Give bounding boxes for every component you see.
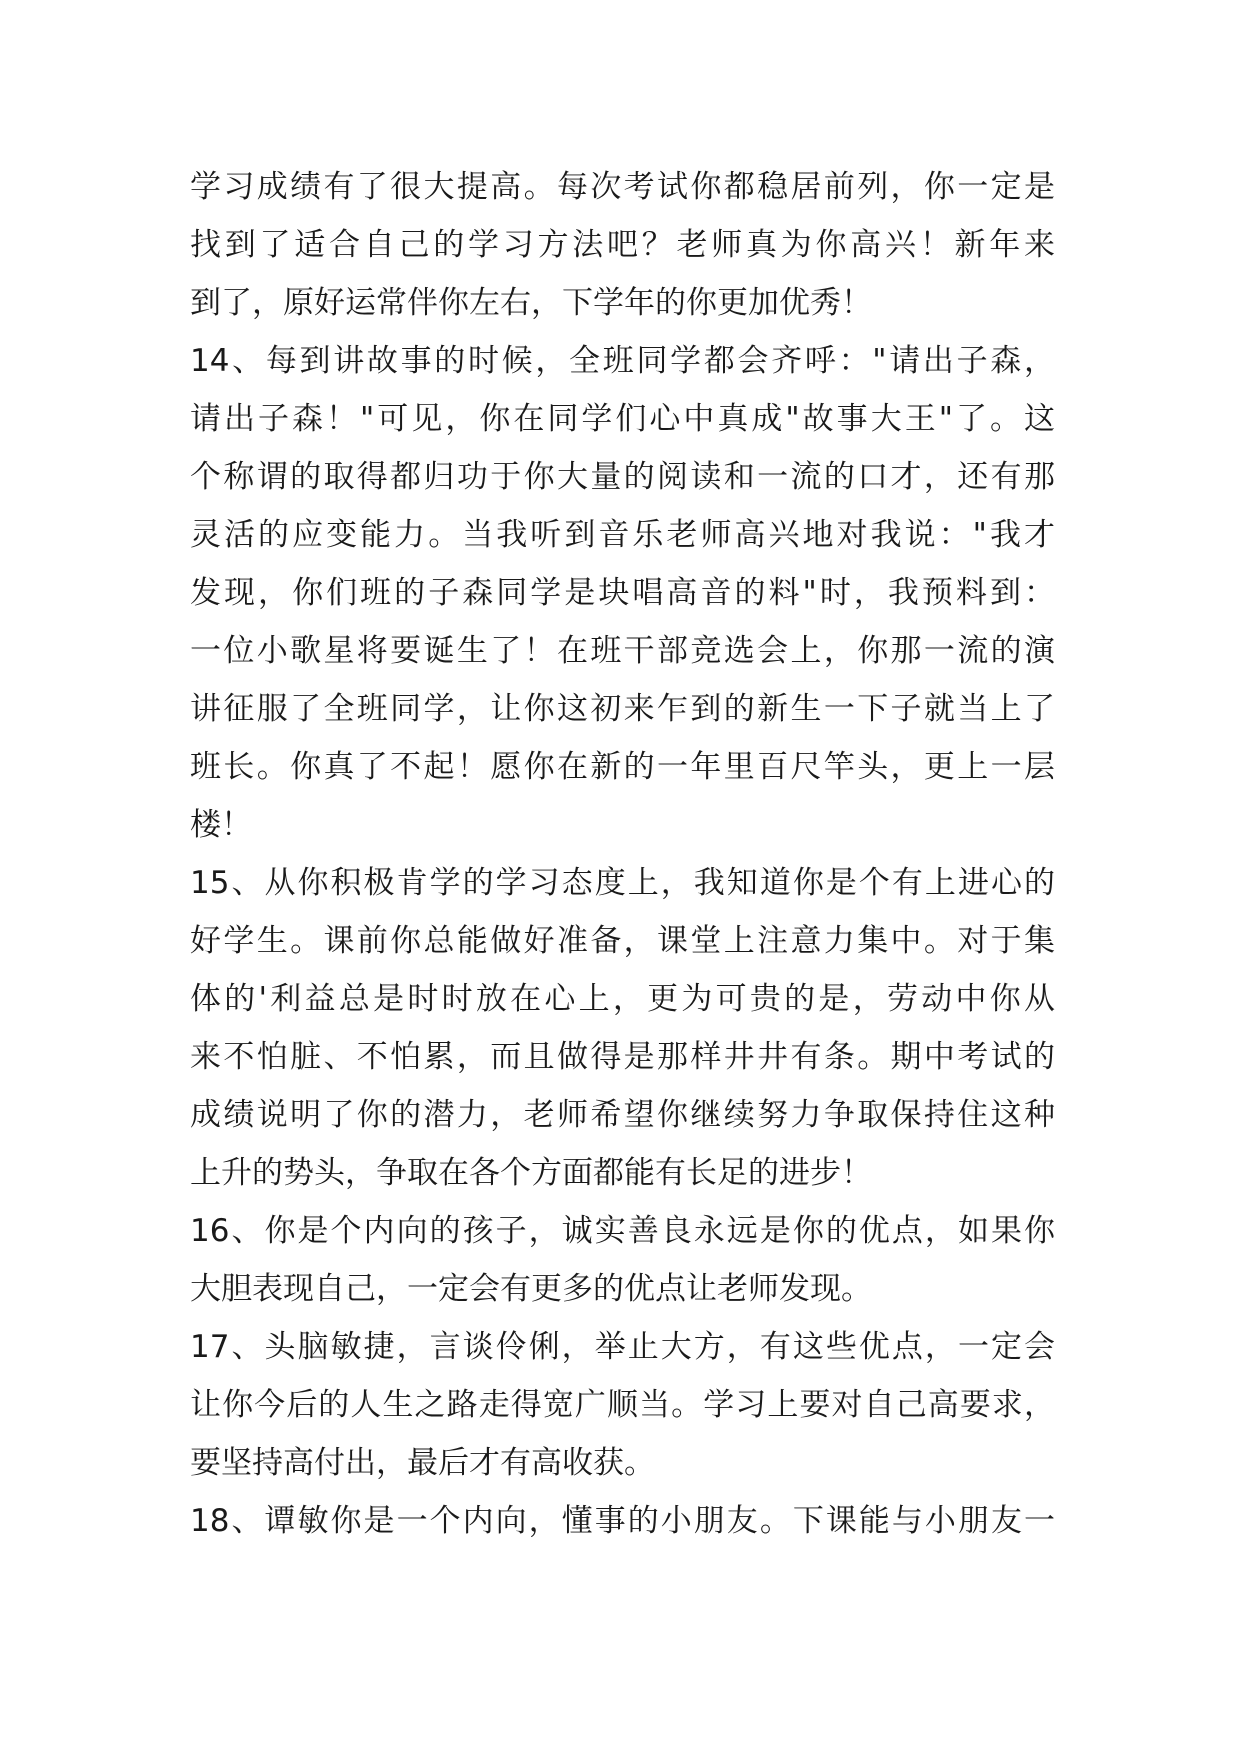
text-line: 15、从你积极肯学的学习态度上，我知道你是个有上进心的 bbox=[190, 865, 1055, 901]
text-line: 17、头脑敏捷，言谈伶俐，举止大方，有这些优点，一定会 bbox=[190, 1329, 1055, 1365]
text-line: 要坚持高付出，最后才有高收获。 bbox=[190, 1445, 655, 1481]
text-line: 讲征服了全班同学，让你这初来乍到的新生一下子就当上了 bbox=[190, 691, 1055, 727]
text-line: 学习成绩有了很大提高。每次考试你都稳居前列，你一定是 bbox=[190, 169, 1055, 205]
text-line: 好学生。课前你总能做好准备，课堂上注意力集中。对于集 bbox=[190, 923, 1055, 959]
text-line: 发现，你们班的子森同学是块唱高音的料"时，我预料到： bbox=[190, 575, 1055, 611]
text-line: 灵活的应变能力。当我听到音乐老师高兴地对我说："我才 bbox=[190, 517, 1055, 553]
text-line: 16、你是个内向的孩子，诚实善良永远是你的优点，如果你 bbox=[190, 1213, 1055, 1249]
text-line: 14、每到讲故事的时候，全班同学都会齐呼："请出子森， bbox=[190, 343, 1055, 379]
text-line: 个称谓的取得都归功于你大量的阅读和一流的口才，还有那 bbox=[190, 459, 1055, 495]
text-line: 让你今后的人生之路走得宽广顺当。学习上要对自己高要求， bbox=[190, 1387, 1055, 1423]
text-line: 找到了适合自己的学习方法吧？老师真为你高兴！新年来 bbox=[190, 227, 1055, 263]
text-line: 楼！ bbox=[190, 807, 252, 843]
text-line: 到了，原好运常伴你左右，下学年的你更加优秀！ bbox=[190, 285, 872, 321]
text-line: 上升的势头，争取在各个方面都能有长足的进步！ bbox=[190, 1155, 872, 1191]
document-body bbox=[190, 158, 1055, 1550]
text-line: 一位小歌星将要诞生了！在班干部竞选会上，你那一流的演 bbox=[190, 633, 1055, 669]
text-line: 来不怕脏、不怕累，而且做得是那样井井有条。期中考试的 bbox=[190, 1039, 1055, 1075]
text-line: 大胆表现自己，一定会有更多的优点让老师发现。 bbox=[190, 1271, 872, 1307]
text-line: 18、谭敏你是一个内向，懂事的小朋友。下课能与小朋友一 bbox=[190, 1503, 1055, 1539]
text-line: 请出子森！"可见，你在同学们心中真成"故事大王"了。这 bbox=[190, 401, 1055, 437]
text-line: 体的'利益总是时时放在心上，更为可贵的是，劳动中你从 bbox=[190, 981, 1055, 1017]
text-line: 班长。你真了不起！愿你在新的一年里百尺竿头，更上一层 bbox=[190, 749, 1055, 785]
text-line: 成绩说明了你的潜力，老师希望你继续努力争取保持住这种 bbox=[190, 1097, 1055, 1133]
